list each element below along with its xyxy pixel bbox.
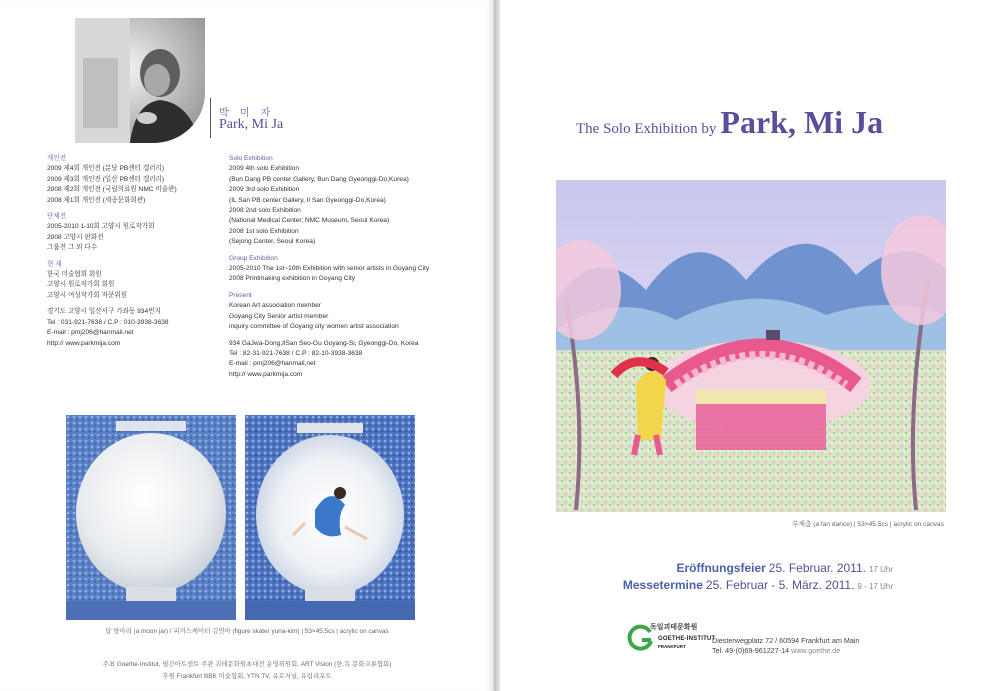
kr-solo-item: 2009 제4회 개인전 (분당 PB센터 갤러리) — [47, 165, 165, 173]
en-present-item: inquiry committee of Goyang city women artist association — [229, 323, 399, 331]
kr-group-item: 그룹전 그 외 다수 — [47, 244, 98, 252]
fan-dance-painting — [556, 180, 946, 512]
en-present-title: Present — [229, 291, 252, 299]
moon-jar-painting — [66, 415, 236, 620]
en-solo-item: 2009 3rd solo Exhibition — [229, 186, 300, 194]
artist-name-korean: 박 미 자 — [219, 108, 275, 119]
en-group-title: Group Exhibition — [229, 254, 278, 262]
kr-website: http:// www.parkmija.com — [47, 339, 121, 347]
goethe-website[interactable]: www.goethe.de — [791, 646, 841, 655]
kr-address: 경기도 고양시 일산서구 가좌동 934번지 — [47, 308, 161, 316]
exhibition-title — [576, 104, 883, 141]
opening-date: 25. Februar. 2011. — [768, 561, 866, 575]
opening-label: Eröffnungsfeier — [676, 561, 766, 575]
event-opening — [676, 559, 893, 577]
kr-present-item: 고양시 원로작가회 회원 — [47, 281, 115, 289]
en-solo-item: (IL San PB center Gallery, Il San Gyeonggi-Do,Korea) — [229, 196, 386, 204]
goethe-institut-block — [626, 622, 956, 662]
goethe-name-korean: 독일괴테문화원 — [650, 623, 698, 631]
en-group-item: 2005-2010 The 1st~10th Exhibition with senior artists in Goyang City — [229, 265, 430, 273]
kr-solo-item: 2008 제1회 개인전 (세종문화회관) — [47, 196, 146, 204]
goethe-tel-line — [712, 646, 859, 656]
en-solo-item: (Sejong Center, Seoul Korea) — [229, 238, 316, 246]
fair-date: 25. Februar - 5. März. 2011. — [705, 578, 855, 592]
event-fair-dates — [623, 576, 893, 594]
en-address: 934 GaJwa-Dong,IlSan Seo-Gu Goyang-Si, Gyeonggi-Do, Korea — [229, 339, 419, 347]
kr-group-item: 2008 고양시 판화전 — [47, 233, 104, 241]
en-solo-item: 2008 2nd solo Exhibition — [229, 207, 301, 215]
title-artist-name: Park, Mi Ja — [720, 104, 884, 140]
artist-portrait — [75, 18, 205, 143]
kr-group-title: 단체전 — [47, 213, 67, 221]
fair-time: 9 - 17 Uhr — [857, 582, 893, 591]
goethe-tel: Tel. 49-(0)69-961227-14 — [712, 646, 790, 655]
kr-solo-item: 2008 제2회 개인전 (국립의료원 NMC 미술관) — [47, 186, 177, 194]
en-solo-item: (Bun Dang PB center Gallery, Bun Dang Gyeonggi-Do,Korea) — [229, 175, 409, 183]
kr-solo-title: 개인전 — [47, 155, 67, 162]
en-group-item: 2008 Printmaking exhibition in Goyang City — [229, 275, 356, 283]
english-cv — [229, 154, 489, 380]
en-solo-title: Solo Exhibition — [229, 155, 273, 162]
fair-label: Messetermine — [622, 578, 703, 592]
credits-organizers: 주최 Goethe-Institut, 필간아트센트 주관 괴테문화원초대전 운영위원회, ART Vision (한.독 문화교류협회) — [102, 661, 392, 668]
en-solo-item: 2009 4th solo Exhibition — [229, 165, 300, 173]
credits-sponsors: 후원 Frankfurt BBK 미술협회, YTN TV, 유로저널, 유럽리포트 — [162, 673, 332, 680]
kr-group-item: 2005-2010 1-10회 고양시 원로작가회 — [47, 223, 155, 231]
en-present-item: Korean Art association member — [229, 302, 321, 310]
figure-skater-painting — [245, 415, 415, 620]
kr-present-item: 고양시 여성작가회 자문위원 — [47, 291, 128, 299]
en-solo-item: (National Medical Center, NMC Museum, Seoul Korea) — [229, 217, 390, 225]
goethe-contact — [712, 636, 859, 656]
title-prefix: The Solo Exhibition by — [576, 121, 717, 137]
korean-cv — [47, 154, 217, 349]
en-email: E-mail : pmj206@hanmail.net — [229, 360, 316, 368]
kr-phone: Tel : 031-921-7638 / C.P : 010-3938-3638 — [47, 318, 169, 326]
kr-email: E-mail : pmj206@hanmail.net — [47, 329, 134, 337]
en-solo-item: 2008 1st solo Exhibition — [229, 227, 299, 235]
right-page — [500, 0, 1000, 691]
goethe-name: GOETHE-INSTITUT — [658, 636, 716, 642]
kr-present-title: 현 재 — [47, 260, 62, 268]
en-present-item: Goyang City Senior artist member — [229, 312, 329, 320]
left-page — [0, 0, 494, 691]
name-divider — [210, 98, 211, 138]
en-phone: Tel : 82-31-921-7638 / C.P : 82-10-3938-3638 — [229, 349, 363, 357]
kr-present-item: 한국 미술협회 회원 — [47, 271, 102, 279]
en-website: http:// www.parkmija.com — [229, 370, 303, 378]
kr-solo-item: 2009 제3회 개인전 (일산 PB센터 갤러리) — [47, 175, 165, 183]
opening-time: 17 Uhr — [868, 565, 893, 574]
left-artwork-caption: 달 항아리 (a moon jar) / 피겨스케이터 김연아 (figure skater yuna-kim) | 53×45.5cs | acrylic on canvas — [105, 628, 389, 635]
goethe-city: FRANKFURT — [658, 644, 686, 649]
artist-name-english: Park, Mi Ja — [219, 117, 284, 132]
main-artwork-caption: 부채춤 (a fan dance) | 53×45.5cs | acrylic on canvas — [792, 521, 944, 528]
goethe-address: Diesterwegplatz 72 / 60594 Frankfurt am Main — [712, 636, 860, 645]
